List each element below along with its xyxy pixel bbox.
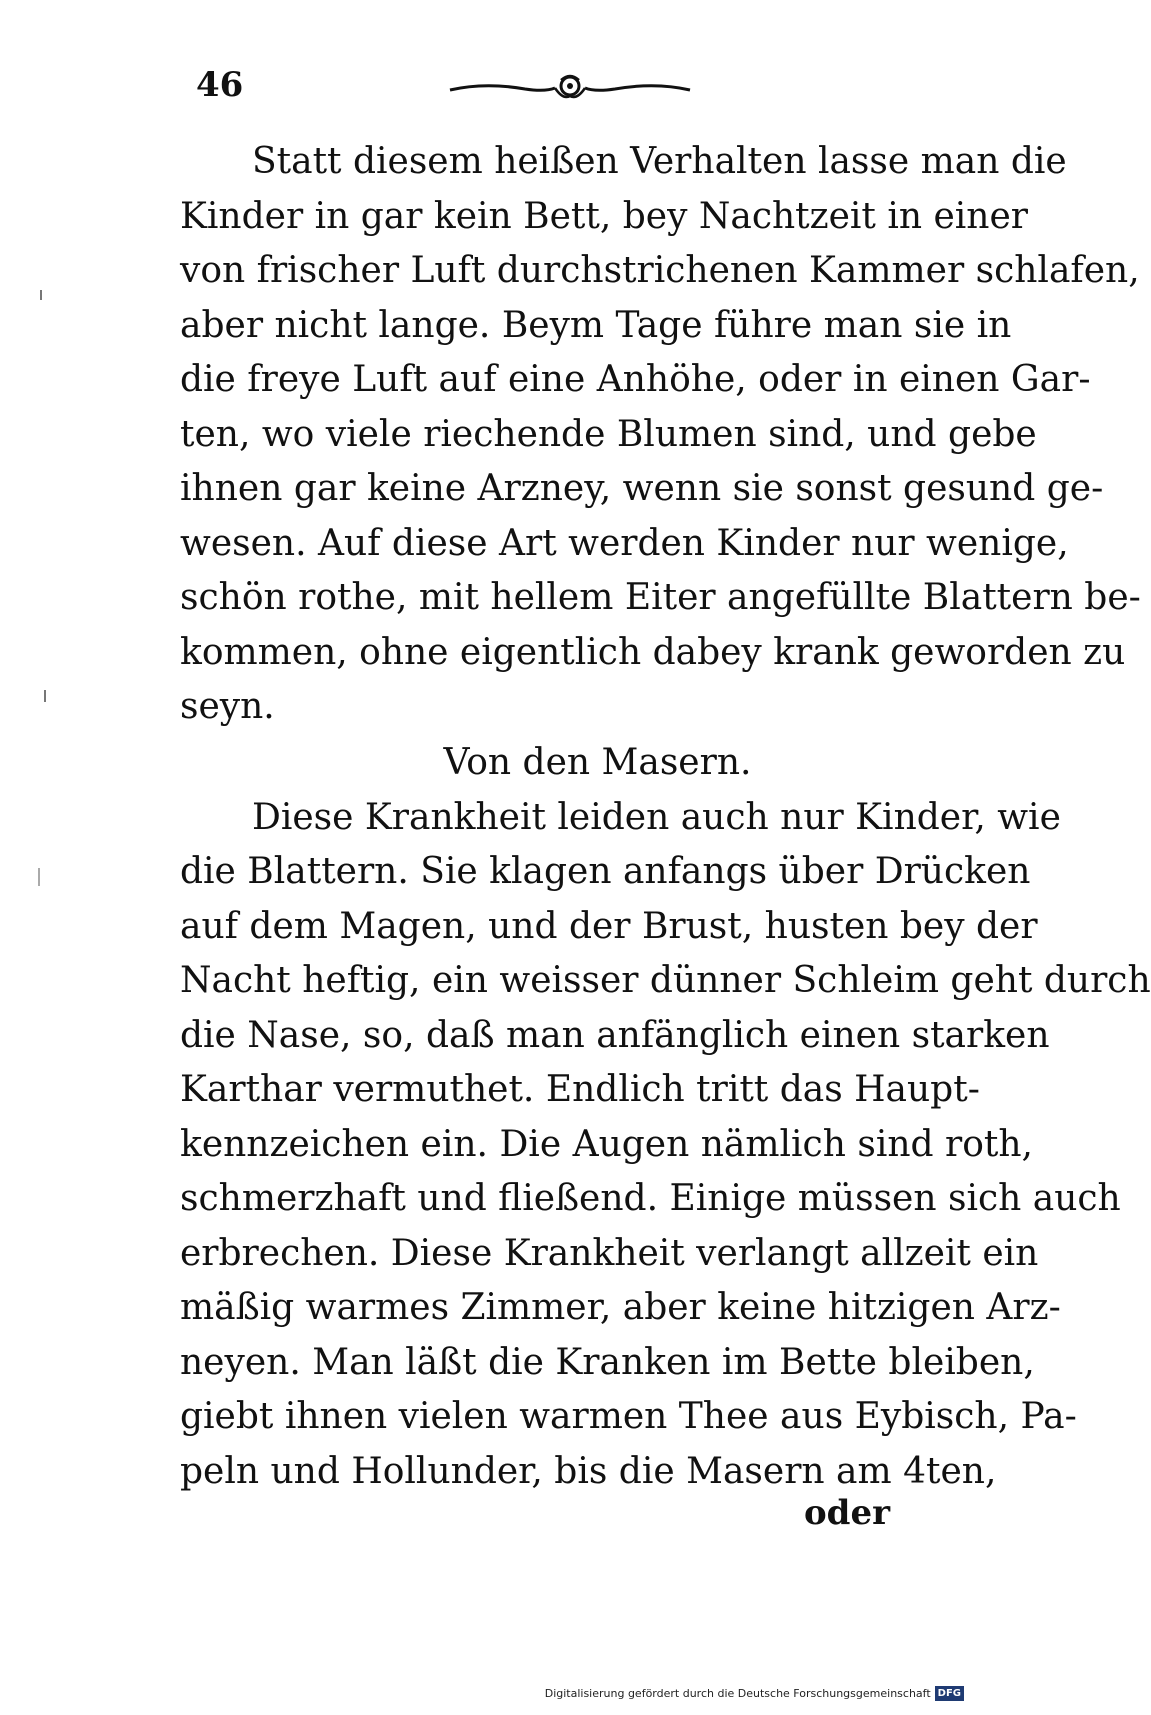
body-text [180, 135, 1151, 1499]
text-line: von frischer Luft durchstrichenen Kammer schlafen, [180, 250, 1140, 291]
text-line: wesen. Auf diese Art werden Kinder nur wenige, [180, 522, 1069, 564]
text-line: Statt diesem heißen Verhalten lasse man die [252, 141, 1067, 182]
text-line: auf dem Magen, und der Brust, husten bey der [180, 905, 1038, 947]
text-line: ihnen gar keine Arzney, wenn sie sonst gesund ge- [180, 468, 1104, 509]
page-number: 46 [196, 65, 244, 105]
scan-speck [44, 690, 46, 702]
scan-speck [40, 290, 42, 300]
section-heading: Von den Masern. [443, 741, 752, 783]
dfg-logo-icon: DFG [935, 1686, 964, 1701]
digitization-credit [545, 1685, 964, 1701]
text-line: seyn. [180, 686, 275, 727]
text-line: aber nicht lange. Beym Tage führe man sie in [180, 304, 1012, 346]
text-line: die Blattern. Sie klagen anfangs über Drücken [180, 851, 1031, 892]
text-line: Karthar vermuthet. Endlich tritt das Haupt- [180, 1069, 980, 1110]
text-line: Diese Krankheit leiden auch nur Kinder, wie [252, 796, 1061, 838]
text-line: die Nase, so, daß man anfänglich einen starken [180, 1014, 1050, 1056]
text-line: Kinder in gar kein Bett, bey Nachtzeit in einer [180, 195, 1029, 237]
scan-speck [38, 868, 40, 886]
catchword: oder [804, 1493, 890, 1533]
text-line: Nacht heftig, ein weisser dünner Schleim geht durch [180, 960, 1151, 1001]
text-line: mäßig warmes Zimmer, aber keine hitzigen Arz- [180, 1287, 1061, 1328]
text-line: erbrechen. Diese Krankheit verlangt allzeit ein [180, 1232, 1039, 1274]
text-line: ten, wo viele riechende Blumen sind, und gebe [180, 413, 1037, 455]
text-line: neyen. Man läßt die Kranken im Bette bleiben, [180, 1341, 1035, 1383]
text-line: die freye Luft auf eine Anhöhe, oder in einen Gar- [180, 359, 1091, 400]
credit-text: Digitalisierung gefördert durch die Deutsche Forschungsgemeinschaft [544, 1686, 931, 1700]
text-line: kommen, ohne eigentlich dabey krank geworden zu [180, 631, 1126, 673]
ornament-divider-icon [445, 70, 695, 110]
text-line: giebt ihnen vielen warmen Thee aus Eybisch, Pa- [180, 1396, 1077, 1437]
text-line: schön rothe, mit hellem Eiter angefüllte Blattern be- [180, 577, 1141, 618]
text-line: peln und Hollunder, bis die Masern am 4ten, [180, 1450, 997, 1492]
text-line: schmerzhaft und fließend. Einige müssen sich auch [180, 1178, 1121, 1219]
text-line: kennzeichen ein. Die Augen nämlich sind roth, [180, 1123, 1033, 1165]
